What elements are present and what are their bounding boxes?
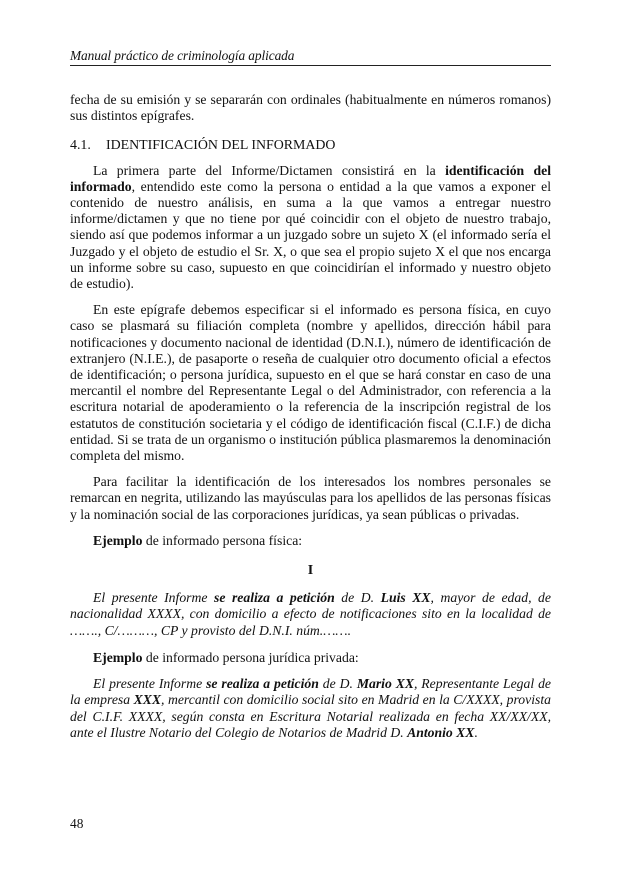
example-1-label-rest: de informado persona física: xyxy=(142,532,303,548)
example-2-text-part: El presente Informe xyxy=(93,676,207,692)
example-2-text-part: . xyxy=(474,724,478,740)
section-title: IDENTIFICACIÓN DEL INFORMADO xyxy=(106,138,336,154)
example-1-text-part: de D. xyxy=(334,590,381,606)
example-1-bold-name: Luis XX xyxy=(380,590,431,606)
paragraph-1-text-a: La primera parte del Informe/Dictamen consistirá en la xyxy=(93,162,446,178)
example-2-text xyxy=(70,676,551,741)
example-1-text-part: El presente Informe xyxy=(93,590,214,606)
continuation-paragraph: fecha de su emisión y se separarán con ordinales (habitualmente en números romanos) sus distintos epígrafes. xyxy=(70,92,551,124)
example-2-text-part: de D. xyxy=(318,676,357,692)
example-2-bold-notary: Antonio XX xyxy=(407,724,475,740)
example-1-text-part: , mayor de edad, de nacionalidad XXXX, con domicilio a efecto de notificaciones sito en la localidad de ……., C/………, CP y provisto del D.N.I. núm.……. xyxy=(70,590,551,638)
example-1-bold-part: se realiza a petición xyxy=(214,590,335,606)
example-1-label-bold: Ejemplo xyxy=(93,532,143,548)
paragraph-2: En este epígrafe debemos especificar si el informado es persona física, en cuyo caso se plasmará su filiación completa (nombre y apellidos, dirección hábil para notificaciones y documento nacional de identidad (D.N.I.), número de identificación de extranjero (N.I.E.), de pasaporte o reseña de cualquier otro documento oficial a efectos de identificación; o persona jurídica, supuesto en el que se hará constar en caso de una mercantil el nombre del Representante Legal o del Administrador, con referencia a la escritura notarial de apoderamiento o la referencia de la inscripción registral de los estatutos de constitución societaria y el código de identificación fiscal (C.I.F.) de dicha entidad. Si se trata de un organismo o institución pública plasmaremos la denominación completa del mismo. xyxy=(70,302,551,464)
header-rule xyxy=(70,65,551,66)
page-number: 48 xyxy=(70,816,84,831)
example-1-numeral: I xyxy=(307,563,314,579)
example-2-label xyxy=(93,650,551,666)
example-2-bold-company: XXX xyxy=(133,692,161,708)
paragraph-1 xyxy=(70,163,551,293)
running-head: Manual práctico de criminología aplicada xyxy=(70,48,295,63)
page-body xyxy=(70,92,551,752)
example-1-label xyxy=(93,533,551,549)
example-2-bold-name: Mario XX xyxy=(356,676,414,692)
section-number: 4.1. xyxy=(70,138,91,154)
example-2-bold-part: se realiza a petición xyxy=(206,676,319,692)
example-2-text-part: , Representante Legal de la empresa xyxy=(70,676,551,708)
paragraph-3: Para facilitar la identificación de los interesados los nombres personales se remarcan en negrita, utilizando las mayúsculas para los apellidos de las personas físicas y la nominación social de las corporaciones jurídicas, ya sean públicas o privadas. xyxy=(70,474,551,522)
example-1-text xyxy=(70,590,551,639)
example-2-label-bold: Ejemplo xyxy=(93,649,143,665)
example-2-label-rest: de informado persona jurídica privada: xyxy=(142,649,359,665)
example-2-text-part: , mercantil con domicilio social sito en Madrid en la C/XXXX, provista del C.I.F. XXXX, según consta en Escritura Notarial realizada en fecha XX/XX/XX, ante el Ilustre Notario del Colegio de Notarios de Madrid D. xyxy=(70,692,551,740)
section-heading xyxy=(70,138,551,154)
paragraph-1-emphasis: identificación del informado xyxy=(70,162,551,194)
paragraph-1-text-c: , entendido este como la persona o entidad a la que vamos a exponer el contenido de nuestro análisis, en suma a la que vamos a entregar nuestro informe/dictamen y que no tiene por qué coincidir con el objeto de nuestro trabajo, siendo así que podemos informar a un juzgado sobre un sujeto X (el informado sería el Juzgado y el objeto de estudio el Sr. X, o que sea el propio sujeto X el que nos encarga un informe sobre su caso, supuesto en que coincidirían el informado y nuestro objeto de estudio). xyxy=(70,178,551,292)
